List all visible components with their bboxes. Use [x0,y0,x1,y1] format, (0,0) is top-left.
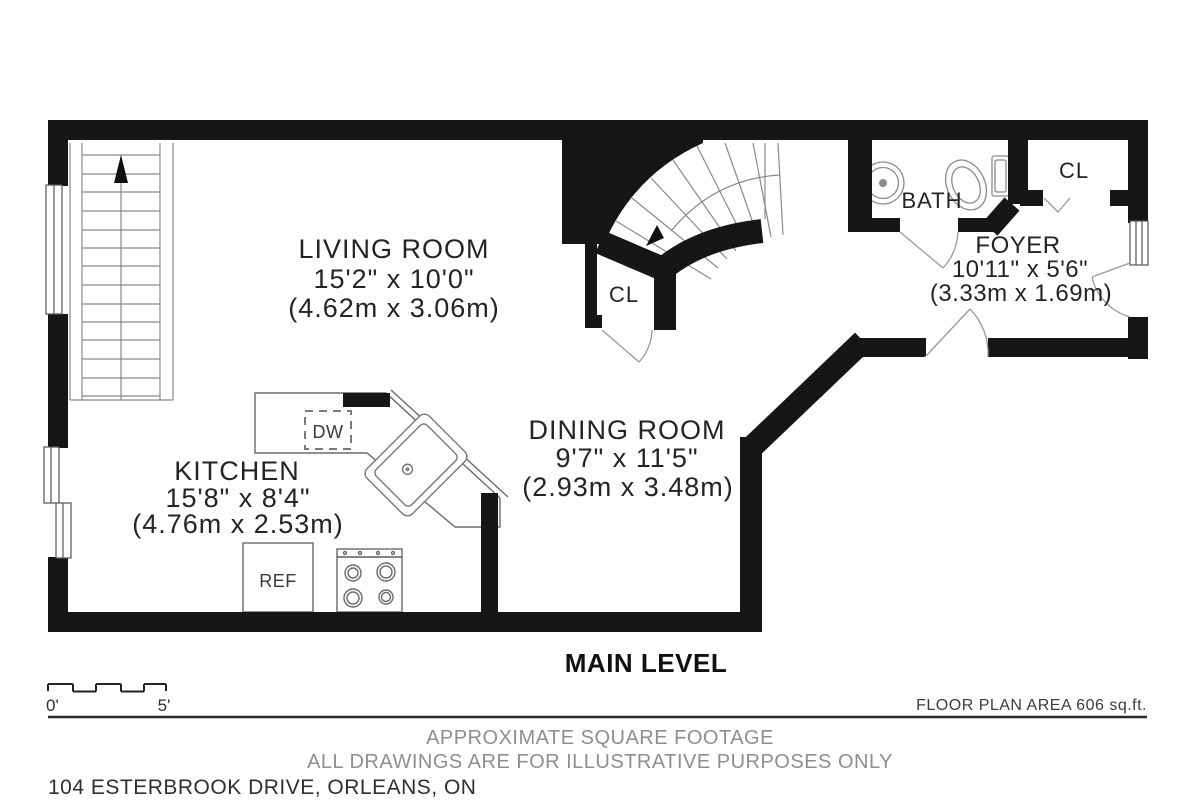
disclaimer-line-2: ALL DRAWINGS ARE FOR ILLUSTRATIVE PURPOSES ONLY [307,751,893,773]
kitchen-window-upper [44,447,59,503]
property-address: 104 ESTERBROOK DRIVE, ORLEANS, ON [48,776,477,799]
bottom-wall [48,612,762,632]
floor-plan-area-note: FLOOR PLAN AREA 606 sq.ft. [916,697,1147,714]
curved-stair-inner-wall [600,231,762,269]
top-wall [48,120,1148,140]
scale-start-label: 0' [46,696,59,715]
stair-closet-west-wall [585,244,597,318]
foyer-closet-label: CL [1058,158,1090,183]
foyer-label: FOYER [975,232,1061,259]
kitchen-stub-wall [343,393,390,407]
foyer-south-wall-east [988,338,1148,357]
stairwell-wedge-wall [562,140,703,244]
foyer-closet-jamb-east [1110,190,1128,206]
stair-up-arrow-icon [114,155,128,183]
dining-foyer-diagonal-wall [751,341,863,448]
left-wall-upper [48,120,68,186]
bath-diagonal-wall [990,204,1012,229]
dining-room-label: DINING ROOM [528,415,726,445]
foyer-closet-door [1044,198,1070,212]
kitchen-window-lower [56,503,71,558]
dining-room-imperial: 9'7" x 11'5" [555,443,699,473]
kitchen-metric: (4.76m x 2.53m) [132,509,344,539]
bath-door [900,232,958,268]
kitchen-imperial: 15'8" x 8'4" [165,483,311,513]
dishwasher-label: DW [312,422,344,442]
dining-east-wall [740,437,762,614]
foyer-rear-door [925,309,988,357]
stair-down-arrow-icon [646,225,664,246]
stove [337,549,402,612]
dining-room-metric: (2.93m x 3.48m) [522,472,734,502]
scale-end-label: 5' [157,696,171,715]
bath-label: BATH [901,188,963,213]
level-title: MAIN LEVEL [564,648,728,678]
foyer-imperial: 10'11" x 5'6" [951,256,1089,283]
living-room-label: LIVING ROOM [298,234,490,264]
stair-closet-door [602,330,652,362]
bath-south-wall-west [848,218,900,232]
left-wall-mid [48,314,68,448]
living-room-metric: (4.62m x 3.06m) [288,293,500,323]
foyer-metric: (3.33m x 1.69m) [929,280,1113,307]
living-room-window [46,185,62,314]
living-room-imperial: 15'2" x 10'0" [313,264,475,294]
foyer-closet-jamb-west [1020,190,1043,206]
right-wall-upper [1128,120,1148,223]
entry-sidelight-window [1130,221,1148,265]
kitchen-label: KITCHEN [174,456,300,486]
disclaimer-line-1: APPROXIMATE SQUARE FOOTAGE [426,727,774,749]
stair-closet-label: CL [608,282,640,307]
refrigerator-label: REF [259,571,297,591]
straight-staircase [70,143,173,400]
kitchen-dining-wall [481,493,498,613]
stair-closet-foot-west [585,315,602,328]
scale-bar [48,684,166,692]
